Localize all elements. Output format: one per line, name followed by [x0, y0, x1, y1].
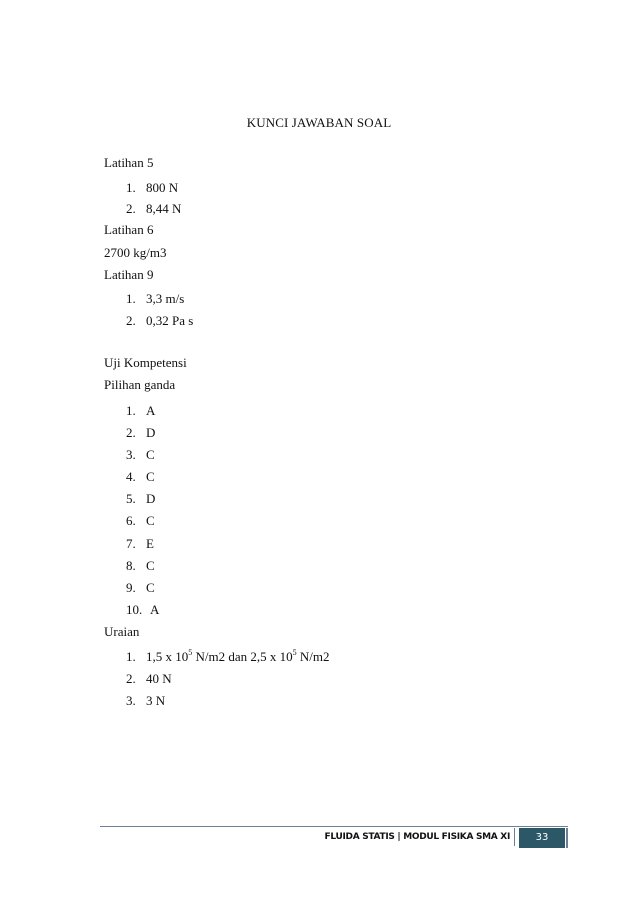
list-item-text: C — [146, 580, 155, 595]
list-item-number: 6. — [126, 513, 136, 528]
list-item-number: 5. — [126, 491, 136, 506]
list-item-text: A — [146, 403, 156, 418]
list-item-text: 3,3 m/s — [146, 291, 185, 306]
list-item — [126, 693, 165, 709]
list-item — [126, 580, 155, 596]
list-item-number: 1. — [126, 291, 136, 306]
list-item — [126, 469, 155, 485]
list-item-number: 2. — [126, 425, 136, 440]
list-item — [126, 425, 155, 441]
section-heading-latihan-9: Latihan 9 — [104, 267, 154, 282]
list-item-text: 3 N — [146, 693, 166, 708]
list-item-text: C — [146, 469, 155, 484]
list-item-text: C — [146, 558, 155, 573]
list-item-number: 2. — [126, 201, 136, 216]
page-title: KUNCI JAWABAN SOAL — [246, 115, 392, 130]
subheading-pilihan-ganda: Pilihan ganda — [104, 377, 176, 392]
list-item-text: A — [150, 602, 160, 617]
list-item — [126, 649, 330, 665]
footer-separator — [514, 828, 515, 846]
list-item-number: 3. — [126, 693, 136, 708]
exponent: 5 — [188, 648, 193, 657]
list-item-number: 4. — [126, 469, 136, 484]
footer-edge — [566, 828, 568, 848]
list-item-number: 1. — [126, 403, 136, 418]
list-item-number: 2. — [126, 313, 136, 328]
list-item — [126, 180, 178, 196]
footer-title: FLUIDA STATIS | MODUL FISIKA SMA XI — [324, 832, 510, 842]
list-item-text: C — [146, 447, 155, 462]
list-item — [126, 313, 193, 329]
list-item — [126, 602, 159, 618]
list-item-text: 40 N — [146, 671, 172, 686]
list-item-text: E — [146, 536, 154, 551]
list-item-number: 1. — [126, 649, 136, 664]
list-item-text: D — [146, 425, 156, 440]
list-item — [126, 513, 155, 529]
list-item-number: 8. — [126, 558, 136, 573]
list-item-number: 10. — [126, 602, 143, 617]
footer-divider — [100, 826, 568, 827]
list-item — [126, 536, 154, 552]
section-heading-uji-kompetensi: Uji Kompetensi — [104, 355, 187, 370]
list-item-text: 8,44 N — [146, 201, 182, 216]
list-item-text-part: N/m2 — [296, 649, 330, 664]
list-item-text: D — [146, 491, 156, 506]
section-heading-latihan-6: Latihan 6 — [104, 222, 154, 237]
list-item-text: C — [146, 513, 155, 528]
list-item-number: 2. — [126, 671, 136, 686]
list-item — [126, 558, 155, 574]
list-item — [126, 403, 155, 419]
list-item-text: 800 N — [146, 180, 179, 195]
list-item — [126, 291, 184, 307]
list-item — [126, 447, 155, 463]
list-item-number: 9. — [126, 580, 136, 595]
list-item-number: 1. — [126, 180, 136, 195]
list-item — [126, 491, 155, 507]
list-item-number: 7. — [126, 536, 136, 551]
list-item-number: 3. — [126, 447, 136, 462]
section-heading-latihan-5: Latihan 5 — [104, 155, 154, 170]
list-item-text: 0,32 Pa s — [146, 313, 194, 328]
list-item-text-part: N/m2 dan 2,5 x 10 — [192, 649, 293, 664]
page-number: 33 — [519, 828, 565, 848]
list-item — [126, 201, 181, 217]
list-item — [126, 671, 172, 687]
list-item-text-part: 1,5 x 10 — [146, 649, 189, 664]
section-heading-uraian: Uraian — [104, 624, 140, 639]
latihan-6-answer: 2700 kg/m3 — [104, 245, 167, 260]
exponent: 5 — [292, 648, 297, 657]
